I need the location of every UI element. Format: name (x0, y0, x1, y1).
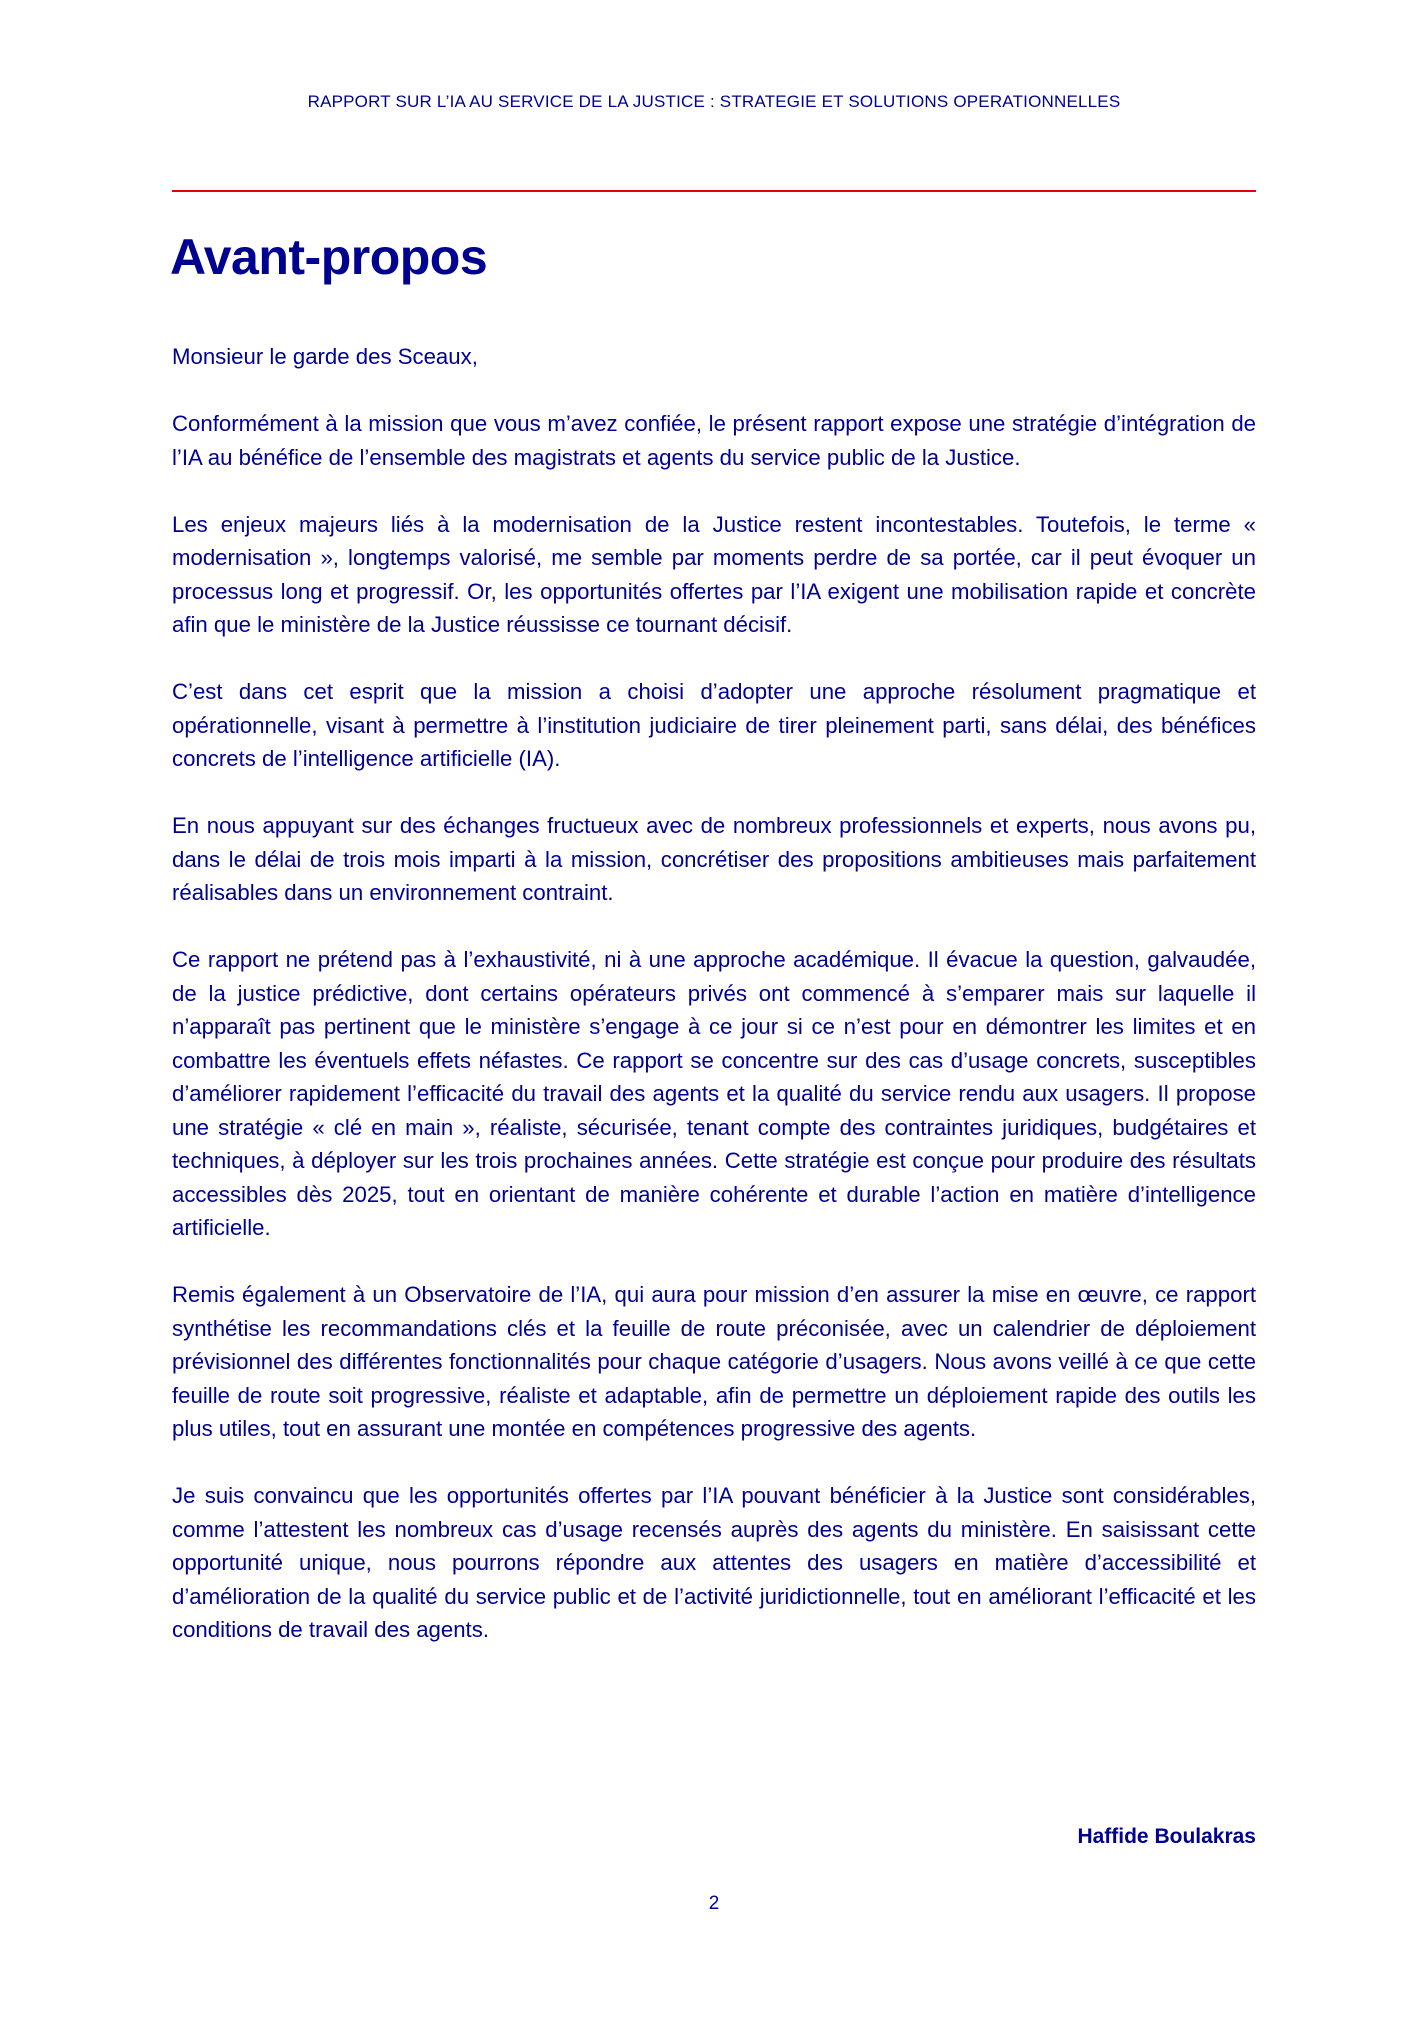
paragraph-conclusion: Je suis convaincu que les opportunités offertes par l’IA pouvant bénéficier à la Justice sont considérables, comme l’attestent les nombreux cas d’usage recensés auprès des agents du ministère. En saisissant cette opportunité unique, nous pourrons répondre aux attentes des usagers en matière d’accessibilité et d’amélioration de la qualité du service public et de l’activité juridictionnelle, tout en améliorant l’efficacité et les conditions de travail des agents. (172, 1483, 1256, 1642)
page-title: Avant-propos (170, 229, 488, 285)
header-divider (172, 190, 1256, 192)
paragraph-approach: C’est dans cet esprit que la mission a choisi d’adopter une approche résolument pragmatique et opérationnelle, visant à permettre à l’institution judiciaire de tirer pleinement parti, sans délai, des bénéfices concrets de l’intelligence artificielle (IA). (172, 679, 1256, 771)
paragraph-modernisation: Les enjeux majeurs liés à la modernisation de la Justice restent incontestables. Toutefois, le terme « modernisation », longtemps valorisé, me semble par moments perdre de sa portée, car il peut évoquer un processus long et progressif. Or, les opportunités offertes par l’IA exigent une mobilisation rapide et concrète afin que le ministère de la Justice réussisse ce tournant décisif. (172, 511, 1256, 637)
paragraph-mission: Conformément à la mission que vous m’avez confiée, le présent rapport expose une stratégie d’intégration de l’IA au bénéfice de l’ensemble des magistrats et agents du service public de la Justice. (172, 411, 1256, 470)
salutation: Monsieur le garde des Sceaux, (172, 344, 478, 369)
page-number: 2 (708, 1893, 720, 1914)
paragraph-exchanges: En nous appuyant sur des échanges fructueux avec de nombreux professionnels et experts, nous avons pu, dans le délai de trois mois imparti à la mission, concrétiser des propositions ambitieuses mais parfaitement réalisables dans un environnement contraint. (172, 813, 1256, 905)
running-header: RAPPORT SUR L’IA AU SERVICE DE LA JUSTICE : STRATEGIE ET SOLUTIONS OPERATIONNELLES (307, 92, 1121, 111)
paragraph-scope: Ce rapport ne prétend pas à l’exhaustivité, ni à une approche académique. Il évacue la question, galvaudée, de la justice prédictive, dont certains opérateurs privés ont commencé à s’emparer mais sur laquelle il n’apparaît pas pertinent que le ministère s’engage à ce jour si ce n’est pour en démontrer les limites et en combattre les éventuels effets néfastes. Ce rapport se concentre sur des cas d’usage concrets, susceptibles d’améliorer rapidement l’efficacité du travail des agents et la qualité du service rendu aux usagers. Il propose une stratégie « clé en main », réaliste, sécurisée, tenant compte des contraintes juridiques, budgétaires et techniques, à déployer sur les trois prochaines années. Cette stratégie est conçue pour produire des résultats accessibles dès 2025, tout en orientant de manière cohérente et durable l’action en matière d’intelligence artificielle. (172, 947, 1256, 1240)
paragraph-observatory: Remis également à un Observatoire de l’IA, qui aura pour mission d’en assurer la mise en œuvre, ce rapport synthétise les recommandations clés et la feuille de route préconisée, avec un calendrier de déploiement prévisionnel des différentes fonctionnalités pour chaque catégorie d’usagers. Nous avons veillé à ce que cette feuille de route soit progressive, réaliste et adaptable, afin de permettre un déploiement rapide des outils les plus utiles, tout en assurant une montée en compétences progressive des agents. (172, 1282, 1256, 1441)
body-text (172, 340, 1256, 1680)
signature: Haffide Boulakras (1077, 1825, 1256, 1848)
